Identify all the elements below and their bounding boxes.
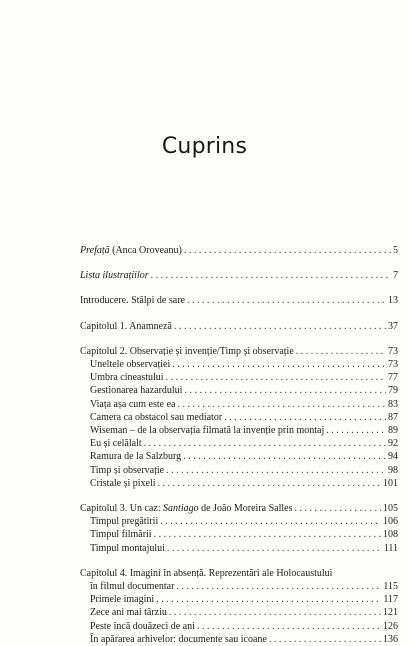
toc-subentry[interactable] — [80, 464, 398, 477]
toc-page-number: 105 — [383, 503, 398, 515]
toc-subentry[interactable] — [80, 384, 398, 397]
toc-entry-label: Capitolul 1. Anamneză — [80, 320, 172, 332]
dot-leader — [172, 358, 386, 371]
page-title: Cuprins — [161, 134, 248, 159]
dot-leader — [224, 411, 386, 424]
toc-page-number: 121 — [383, 607, 398, 619]
toc-page-number: 73 — [388, 359, 398, 371]
toc-page-number: 13 — [388, 295, 398, 307]
dot-leader — [326, 424, 386, 437]
toc-page-number: 77 — [388, 372, 398, 384]
toc-page-number: 106 — [383, 516, 398, 528]
toc-entry-prefata[interactable] — [80, 244, 398, 257]
toc-subentry[interactable] — [80, 358, 398, 371]
dot-leader — [174, 320, 386, 333]
dot-leader — [197, 620, 381, 633]
toc-page-number: 108 — [383, 529, 398, 541]
table-of-contents — [80, 244, 398, 646]
toc-entry-label: Zece ani mai târziu — [90, 607, 167, 619]
dot-leader — [154, 528, 381, 541]
toc-entry-label: în filmul documentar — [90, 581, 175, 593]
dot-leader — [187, 294, 386, 307]
dot-leader — [144, 437, 386, 450]
toc-entry-capitolul-4-heading[interactable]: Capitolul 4. Imagini în absență. Reprezentări ale Holocaustului — [80, 567, 333, 579]
toc-page-number: 101 — [383, 477, 398, 489]
toc-subentry[interactable] — [80, 528, 398, 541]
toc-subentry[interactable] — [80, 477, 398, 490]
dot-leader — [167, 542, 382, 555]
toc-page-number: 117 — [383, 594, 398, 606]
toc-entry-lista-ilustratiilor[interactable] — [80, 269, 398, 282]
toc-entry-introducere[interactable] — [80, 294, 398, 307]
toc-entry-label: Timpul pregătirii — [90, 516, 159, 528]
toc-entry-capitolul-2[interactable] — [80, 345, 398, 358]
dot-leader — [160, 515, 381, 528]
toc-entry-label: Introducere. Stâlpi de sare — [80, 295, 185, 307]
toc-page-number: 87 — [388, 411, 398, 423]
toc-entry-label: Eu și celălalt — [90, 438, 142, 450]
toc-entry-label: Camera ca obstacol sau mediator — [90, 411, 223, 423]
toc-page-number: 94 — [388, 451, 398, 463]
toc-entry-label: Wiseman – de la observația filmată la invenție prin montaj — [90, 425, 325, 437]
dot-leader — [158, 477, 381, 490]
dot-leader — [177, 398, 386, 411]
toc-page-number: 83 — [388, 398, 398, 410]
toc-subentry[interactable] — [80, 542, 398, 555]
toc-subentry[interactable] — [80, 606, 398, 619]
dot-leader — [269, 633, 381, 646]
toc-entry-label: Timp și observație — [90, 464, 165, 476]
toc-subentry[interactable] — [80, 450, 398, 463]
toc-page-number: 115 — [383, 581, 398, 593]
dot-leader — [184, 244, 391, 257]
toc-entry-label: Capitolul 3. Un caz: Santiago de João Moreira Salles — [80, 503, 293, 515]
toc-page-number: 89 — [388, 425, 398, 437]
toc-subentry[interactable] — [80, 620, 398, 633]
toc-entry-label: Lista ilustrațiilor — [80, 270, 149, 282]
toc-subentry[interactable] — [80, 398, 398, 411]
toc-entry-label: În apărarea arhivelor: documente sau icoane — [90, 633, 267, 645]
dot-leader — [294, 502, 381, 515]
toc-entry-label: Ramura de la Salzburg — [90, 451, 182, 463]
toc-page-number: 126 — [383, 620, 398, 632]
toc-page-number: 79 — [388, 385, 398, 397]
toc-entry-label: Umbra cineastului — [90, 372, 164, 384]
toc-page-number: 7 — [393, 270, 398, 282]
toc-subentry[interactable] — [80, 424, 398, 437]
toc-entry-label: Viața așa cum este ea — [90, 398, 176, 410]
toc-entry-label: Timpul montajului — [90, 542, 165, 554]
toc-entry-label: Capitolul 2. Observație și invenție/Timp și observație — [80, 345, 294, 357]
toc-entry-capitolul-1[interactable] — [80, 320, 398, 333]
dot-leader — [176, 580, 381, 593]
toc-subentry[interactable] — [80, 437, 398, 450]
dot-leader — [166, 464, 386, 477]
toc-subentry[interactable] — [80, 411, 398, 424]
toc-subentry[interactable] — [80, 593, 398, 606]
toc-page-number: 73 — [388, 345, 398, 357]
toc-page-number: 92 — [388, 438, 398, 450]
toc-page-number: 98 — [388, 464, 398, 476]
toc-entry-label: Peste încă douăzeci de ani — [90, 620, 195, 632]
dot-leader — [166, 371, 386, 384]
toc-page-number: 37 — [388, 320, 398, 332]
toc-page-number: 5 — [393, 245, 398, 256]
dot-leader — [151, 269, 391, 282]
toc-entry-capitolul-4[interactable] — [80, 580, 398, 593]
toc-entry-label: Cristale și pixeli — [90, 477, 156, 489]
toc-subentry[interactable] — [80, 515, 398, 528]
dot-leader — [183, 450, 386, 463]
dot-leader — [184, 384, 386, 397]
toc-subentry[interactable] — [80, 371, 398, 384]
toc-subentry[interactable] — [80, 633, 398, 646]
toc-entry-label: Gestionarea hazardului — [90, 385, 183, 397]
dot-leader — [156, 593, 381, 606]
toc-page-number: 136 — [383, 633, 398, 645]
toc-entry-capitolul-3[interactable] — [80, 502, 398, 515]
toc-entry-label: Uneltele observației — [90, 359, 171, 371]
dot-leader — [296, 345, 386, 358]
toc-entry-label: Prefață (Anca Oroveanu) — [80, 245, 182, 256]
toc-entry-label: Primele imagini — [90, 594, 155, 606]
toc-page-number: 111 — [383, 542, 398, 554]
toc-entry-label: Timpul filmării — [90, 529, 152, 541]
dot-leader — [169, 606, 381, 619]
